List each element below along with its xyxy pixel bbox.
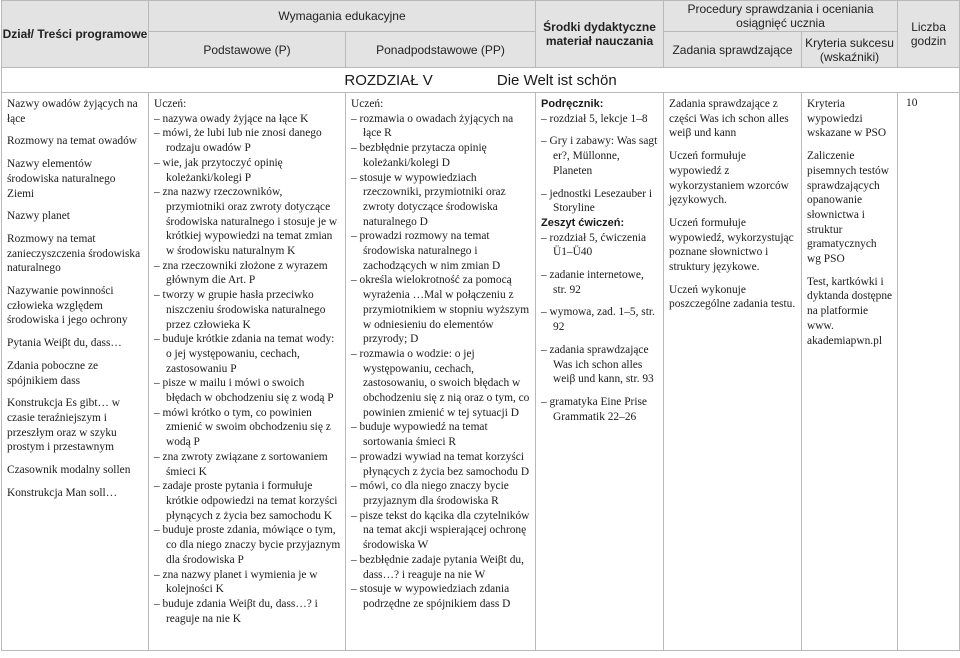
advanced-req-item: – stosuje w wypowiedziach rzeczowniki, przymiotniki oraz zwroty dotyczące środowiska naturalnego D bbox=[351, 171, 506, 228]
header-requirements: Wymagania edukacyjne bbox=[149, 1, 536, 32]
topic-item: Czasownik modalny sollen bbox=[7, 464, 131, 477]
criteria-cell bbox=[802, 93, 898, 651]
basic-req-head: Uczeń: bbox=[154, 98, 187, 110]
header-basic: Podstawowe (P) bbox=[149, 32, 346, 68]
basic-req-item: – buduje proste zdania, mówiące o tym, co dla niego znaczy bycie przyjaznym dla środowiska P bbox=[154, 524, 341, 566]
advanced-req-head: Uczeń: bbox=[351, 98, 384, 110]
basic-req-item: – mówi, że lubi lub nie znosi danego rodzaju owadów P bbox=[154, 127, 322, 155]
advanced-req-item: – stosuje w wypowiedziach zdania podrzędne ze spójnikiem dass D bbox=[351, 583, 511, 610]
header-hours: Liczba godzin bbox=[898, 1, 960, 68]
advanced-req-cell bbox=[346, 93, 536, 651]
workbook-item: – wymowa, zad. 1–5, str. 92 bbox=[541, 306, 655, 334]
basic-req-item: – pisze w mailu i mówi o swoich błędach w obchodzeniu się z wodą P bbox=[154, 377, 334, 405]
topic-item: Nazwy elementów środowiska naturalnego Ziemi bbox=[7, 158, 116, 200]
criteria-item: Test, kartkówki i dyktanda dostępne na platformie www. akademiapwn.pl bbox=[807, 275, 893, 347]
topic-item: Zdania poboczne ze spójnikiem dass bbox=[7, 359, 99, 387]
topic-item: Nazywanie powinności człowieka względem środowiska i jego ochrony bbox=[7, 285, 128, 327]
task-item: Uczeń formułuje wypowiedź z wykorzystaniem wzorców językowych. bbox=[669, 150, 789, 207]
criteria-item: Kryteria wypowiedzi wskazane w PSO bbox=[807, 98, 887, 140]
advanced-req-item: – bezbłędnie zadaje pytania Weiβt du, dass…? i reaguje na nie W bbox=[351, 553, 524, 581]
header-advanced: Ponadpodstawowe (PP) bbox=[346, 32, 536, 68]
textbook-item: – rozdział 5, lekcje 1–8 bbox=[541, 112, 648, 125]
hours-value: 10 bbox=[906, 97, 918, 109]
header-criteria: Kryteria sukcesu (wskaźniki) bbox=[802, 32, 898, 68]
header-topics: Dział/ Treści programowe bbox=[2, 1, 149, 68]
task-item: Zadania sprawdzające z części Was ich schon alles weiβ und kann bbox=[669, 98, 789, 140]
basic-req-item: – zna nazwy rzeczowników, przymiotniki oraz zwroty dotyczące środowiska naturalnego i stosuje je w krótkiej wypowiedzi na temat zmian w środowisku naturalnym K bbox=[154, 186, 338, 258]
advanced-req-item: – rozmawia o wodzie: o jej występowaniu, cechach, zastosowaniu, o swoich błędach w obchodzeniu się z nią oraz o tym, co powinien zmienić w tej sytuacji D bbox=[351, 347, 530, 419]
header-tasks: Zadania sprawdzające bbox=[664, 32, 802, 68]
topic-item: Konstrukcja Man soll… bbox=[7, 486, 118, 499]
basic-req-item: – zna nazwy planet i wymienia je w kolejności K bbox=[154, 568, 318, 596]
basic-req-cell bbox=[149, 93, 346, 651]
advanced-req-item: – rozmawia o owadach żyjących na łące R bbox=[351, 112, 514, 140]
chapter-title: Die Welt ist schön bbox=[496, 71, 617, 89]
basic-req-item: – mówi krótko o tym, co powinien zmienić w swoim obchodzeniu się z wodą P bbox=[154, 406, 331, 449]
advanced-req-item: – określa wielokrotność za pomocą wyrażenia …Mal w połączeniu z przymiotnikiem w stopniu wyższym w odniesieniu do elementów przyrody; D bbox=[351, 274, 530, 346]
criteria-item: Zaliczenie pisemnych testów sprawdzających opanowanie słownictwa i struktur gramatycznych wg PSO bbox=[807, 150, 889, 266]
chapter-row bbox=[2, 68, 960, 93]
header-materials: Środki dydaktyczne materiał nauczania bbox=[536, 1, 664, 68]
topic-item: Rozmowy na temat zanieczyszczenia środowiska naturalnego bbox=[7, 232, 141, 275]
basic-req-item: – buduje krótkie zdania na temat wody: o jej występowaniu, cechach, zastosowaniu P bbox=[154, 333, 335, 375]
workbook-item: – rozdział 5, ćwiczenia Ü1–Ü40 bbox=[541, 231, 647, 259]
basic-req-item: – zadaje proste pytania i formułuje krótkie odpowiedzi na temat korzyści płynących z życia bez samochodu K bbox=[154, 480, 338, 522]
basic-req-item: – nazywa owady żyjące na łące K bbox=[154, 112, 309, 125]
topic-item: Rozmowy na temat owadów bbox=[7, 135, 138, 148]
advanced-req-item: – bezbłędnie przytacza opinię koleżanki/kolegi D bbox=[351, 142, 487, 169]
textbook-head: Podręcznik: bbox=[541, 98, 604, 110]
basic-req-item: – wie, jak przytoczyć opinię koleżanki/kolegi P bbox=[154, 156, 283, 184]
topics-cell bbox=[2, 93, 149, 651]
advanced-req-item: – prowadzi rozmowy na temat środowiska naturalnego i zachodzących w nim zmian D bbox=[351, 230, 501, 272]
task-item: Uczeń wykonuje poszczególne zadania testu. bbox=[669, 283, 796, 311]
tasks-cell bbox=[664, 93, 802, 651]
topic-item: Konstrukcja Es gibt… w czasie teraźniejszym i przeszłym oraz w szyku prostym i przestawnym bbox=[7, 397, 120, 454]
hours-cell bbox=[898, 93, 960, 651]
header-procedures: Procedury sprawdzania i oceniania osiągnięć ucznia bbox=[664, 1, 898, 32]
topic-item: Pytania Weiβt du, dass… bbox=[7, 337, 122, 350]
task-item: Uczeń formułuje wypowiedź, wykorzystując poznane słownictwo i struktury językowe. bbox=[669, 216, 794, 274]
advanced-req-item: – prowadzi wywiad na temat korzyści płynących z życia bez samochodu D bbox=[351, 450, 530, 478]
basic-req-item: – tworzy w grupie hasła przeciwko niszczeniu środowiska naturalnego przez człowieka K bbox=[154, 289, 326, 331]
curriculum-table bbox=[1, 0, 960, 651]
workbook-head: Zeszyt ćwiczeń: bbox=[541, 216, 625, 229]
advanced-req-item: – pisze tekst do kącika dla czytelników na temat akcji wspierającej ochronę środowiska W bbox=[351, 509, 530, 552]
workbook-item: – zadanie internetowe, str. 92 bbox=[541, 269, 644, 296]
advanced-req-item: – buduje wypowiedź na temat sortowania śmieci R bbox=[351, 421, 488, 449]
textbook-item: – Gry i zabawy: Was sagt er?, Müllonne, Planeten bbox=[541, 135, 658, 177]
basic-req-item: – buduje zdania Weiβt du, dass…? i reaguje na nie K bbox=[154, 597, 318, 625]
basic-req-item: – zna zwroty związane z sortowaniem śmieci K bbox=[154, 450, 328, 478]
workbook-item: – zadania sprawdzające Was ich schon alles weiβ und kann, str. 93 bbox=[541, 343, 654, 386]
workbook-item: – gramatyka Eine Prise Grammatik 22–26 bbox=[541, 395, 647, 423]
textbook-item: – jednostki Lesezauber i Storyline bbox=[541, 187, 653, 215]
basic-req-item: – zna rzeczowniki złożone z wyrazem głównym die Art. P bbox=[154, 259, 328, 287]
advanced-req-item: – mówi, co dla niego znaczy bycie przyjaznym dla środowiska R bbox=[351, 480, 509, 507]
materials-cell bbox=[536, 93, 664, 651]
chapter-label: ROZDZIAŁ V bbox=[344, 71, 433, 89]
topic-item: Nazwy planet bbox=[7, 210, 70, 223]
topic-item: Nazwy owadów żyjących na łące bbox=[7, 98, 138, 125]
